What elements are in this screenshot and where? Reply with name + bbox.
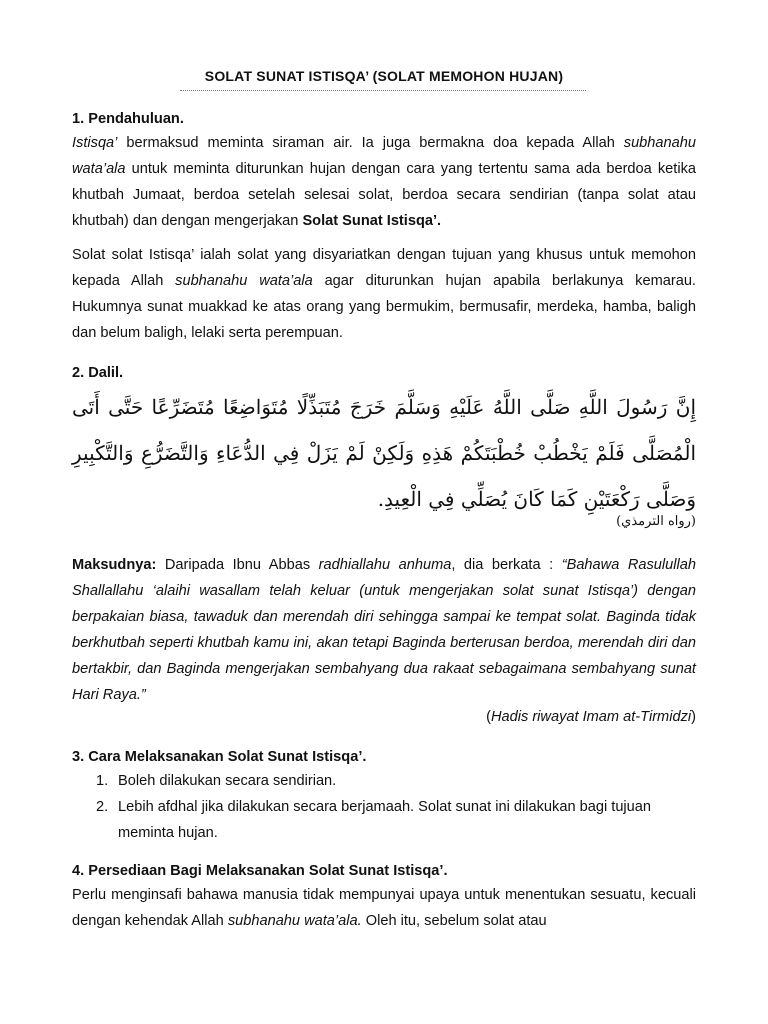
paren-open: ( [486, 709, 491, 725]
text-run: untuk meminta diturunkan hujan dengan cara yang tertentu sama ada berdoa ketika khutbah Jumaat, berdoa setelah selesai solat, berdoa secara sendirian (tanpa solat atau khutbah) dan dengan mengerjakan [72, 161, 696, 229]
section-4-paragraph-1 [72, 882, 696, 934]
text-run-italic: subhanahu wata’ala [175, 273, 313, 289]
steps-list [72, 768, 696, 846]
list-item [72, 794, 696, 846]
section-2-heading: 2. Dalil. [72, 365, 124, 381]
section-4-heading: 4. Persediaan Bagi Melaksanakan Solat Sunat Istisqa’. [72, 863, 448, 879]
term-istisqa: Istisqa’ [72, 135, 118, 151]
text-run-italic: subhanahu wata’ala. [227, 913, 362, 929]
text-run: , dia berkata : [451, 557, 562, 573]
arabic-hadith-text: إِنَّ رَسُولَ اللَّهِ صَلَّى اللَّهُ عَلَيْهِ وَسَلَّمَ خَرَجَ مُتَبَذِّلًا مُتَوَاضِعًا مُتَضَرِّعًا حَتَّى أَتَى الْمُصَلَّى فَلَمْ يَخْطُبْ خُطْبَتَكُمْ هَذِهِ وَلَكِنْ لَمْ يَزَلْ فِي الدُّعَاءِ وَالتَّضَرُّعِ وَالتَّكْبِيرِ وَصَلَّى رَكْعَتَيْنِ كَمَا كَانَ يُصَلِّي فِي الْعِيدِ. [72, 395, 697, 511]
section-1-heading: 1. Pendahuluan. [72, 111, 184, 127]
paren-close: ) [691, 709, 696, 725]
section-3-heading: 3. Cara Melaksanakan Solat Sunat Istisqa’. [72, 749, 367, 765]
text-run: agar diturunkan hujan apabila berlakunya kemarau. Hukumnya sunat muakkad ke atas orang yang bermukim, bermusafir, merdeka, hamba, baligh dan belum baligh, lelaki serta perempuan. [72, 273, 696, 341]
list-item-text: Boleh dilakukan secara sendirian. [118, 773, 337, 789]
hadith-translation: “Bahawa Rasulullah Shallallahu ‘alaihi wasallam telah keluar (untuk mengerjakan solat sunat Istisqa’) dengan berpakaian biasa, tawaduk dan merendah diri sehingga sampai ke tempat solat. Baginda tidak berkhutbah seperti khutbah kamu ini, akan tetapi Baginda berterusan berdoa, merendah diri dan bertakbir, dan Baginda mengerjakan sembahyang dua rakaat sebagaimana sembahyang sunat Hari Raya.” [72, 557, 696, 703]
text-run: bermaksud meminta siraman air. Ia juga bermakna doa kepada Allah [117, 135, 624, 151]
maksudnya-paragraph [72, 552, 696, 708]
page-title: SOLAT SUNAT ISTISQA’ (SOLAT MEMOHON HUJAN) [204, 68, 564, 84]
section-1-paragraph-2 [72, 242, 696, 346]
text-run-italic: radhiallahu anhuma [318, 557, 452, 573]
hadith-source-text: Hadis riwayat Imam at-Tirmidzi [490, 709, 692, 725]
title-underline [180, 86, 586, 91]
list-item-text: Lebih afdhal jika dilakukan secara berjamaah. Solat sunat ini dilakukan bagi tujuan meminta hujan. [118, 799, 652, 841]
section-1-paragraph-1 [72, 130, 696, 234]
arabic-hadith-reference: (رواه الترمذي) [616, 514, 696, 529]
text-run-bold: Solat Sunat Istisqa’. [302, 213, 442, 229]
text-run: Solat solat Istisqa’ ialah solat yang disyariatkan dengan tujuan yang khusus untuk memohon kepada Allah [72, 247, 696, 289]
list-item-number: 1. [96, 773, 109, 789]
maksudnya-label: Maksudnya: [72, 557, 157, 573]
text-run: Oleh itu, sebelum solat atau [361, 913, 547, 929]
list-item-number: 2. [96, 799, 109, 815]
text-run: Perlu menginsafi bahawa manusia tidak mempunyai upaya untuk menentukan sesuatu, kecuali dengan kehendak Allah [72, 887, 696, 929]
list-item [72, 768, 696, 794]
text-run-italic: subhanahu wata’ala [72, 135, 696, 177]
text-run: Daripada Ibnu Abbas [156, 557, 319, 573]
hadith-source [72, 704, 696, 730]
